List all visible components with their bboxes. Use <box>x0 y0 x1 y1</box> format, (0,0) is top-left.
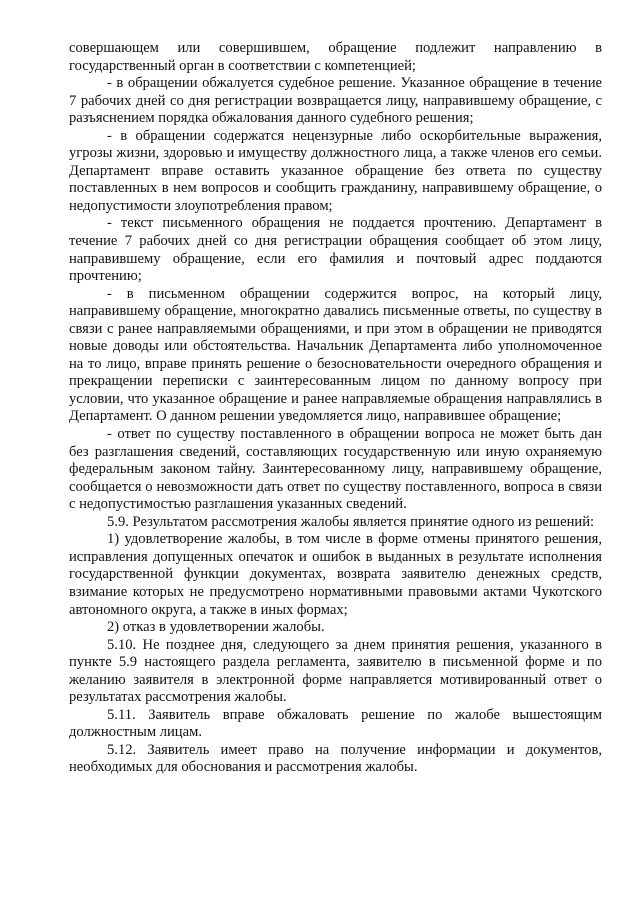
paragraph-state-secret: - ответ по существу поставленного в обращении вопроса не может быть дан без разглашения сведений, составляющих государственную или иную охраняемую федеральным законом тайну. Заинтересованному лицу, направившему обращение, сообщается о невозможности дать ответ по существу поставленного, вопроса в связи с недопустимостью разглашения указанных сведений. <box>69 426 602 513</box>
paragraph-court-decision: - в обращении обжалуется судебное решение. Указанное обращение в течение 7 рабочих дней со дня регистрации возвращается лицу, направившему обращение, с разъяснением порядка обжалования данного судебного решения; <box>69 75 602 127</box>
paragraph-5-11: 5.11. Заявитель вправе обжаловать решение по жалобе вышестоящим должностным лицам. <box>69 706 602 741</box>
document-page <box>69 40 602 777</box>
paragraph-5-9: 5.9. Результатом рассмотрения жалобы является принятие одного из решений: <box>107 513 595 530</box>
paragraph-repeated-question: - в письменном обращении содержится вопрос, на который лицу, направившему обращение, многократно давались письменные ответы, по существу в связи с ранее направляемыми обращениями, и при этом в обращении не приводятся новые доводы или обстоятельства. Начальник Департамента либо уполномоченное на то лицо, вправе принять решение о безосновательности очередного обращения и прекращении переписки с заинтересованным лицом по данному вопросу при условии, что указанное обращение и ранее направляемые обращения направлялись в Департамент. О данном решении уведомляется лицо, направившее обращение; <box>69 285 602 425</box>
paragraph-unreadable-text: - текст письменного обращения не поддается прочтению. Департамент в течение 7 рабочих дней со дня регистрации обращения сообщает об этом лицу, направившему обращение, если его фамилия и почтовый адрес поддаются прочтению; <box>69 215 602 285</box>
list-item-refusal: 2) отказ в удовлетворении жалобы. <box>107 619 325 636</box>
list-item-satisfaction: 1) удовлетворение жалобы, в том числе в форме отмены принятого решения, исправления допущенных опечаток и ошибок в выданных в результате исполнения государственной функции документах, возврата заявителю денежных средств, взимание которых не предусмотрено нормативными правовыми актами Чукотского автономного округа, а также в иных формах; <box>69 531 602 618</box>
paragraph-continuation: совершающем или совершившем, обращение подлежит направлению в государственный орган в соответствии с компетенцией; <box>69 40 602 74</box>
paragraph-5-10: 5.10. Не позднее дня, следующего за днем принятия решения, указанного в пункте 5.9 настоящего раздела регламента, заявителю в письменной форме и по желанию заявителя в электронной форме направляется мотивированный ответ о результатах рассмотрения жалобы. <box>69 636 602 706</box>
paragraph-5-12: 5.12. Заявитель имеет право на получение информации и документов, необходимых для обоснования и рассмотрения жалобы. <box>69 741 602 776</box>
paragraph-offensive-language: - в обращении содержатся нецензурные либо оскорбительные выражения, угрозы жизни, здоровью и имуществу должностного лица, а также членов его семьи. Департамент вправе оставить указанное обращение без ответа по существу поставленных в нем вопросов и сообщить гражданину, направившему обращение, о недопустимости злоупотребления правом; <box>69 127 602 214</box>
